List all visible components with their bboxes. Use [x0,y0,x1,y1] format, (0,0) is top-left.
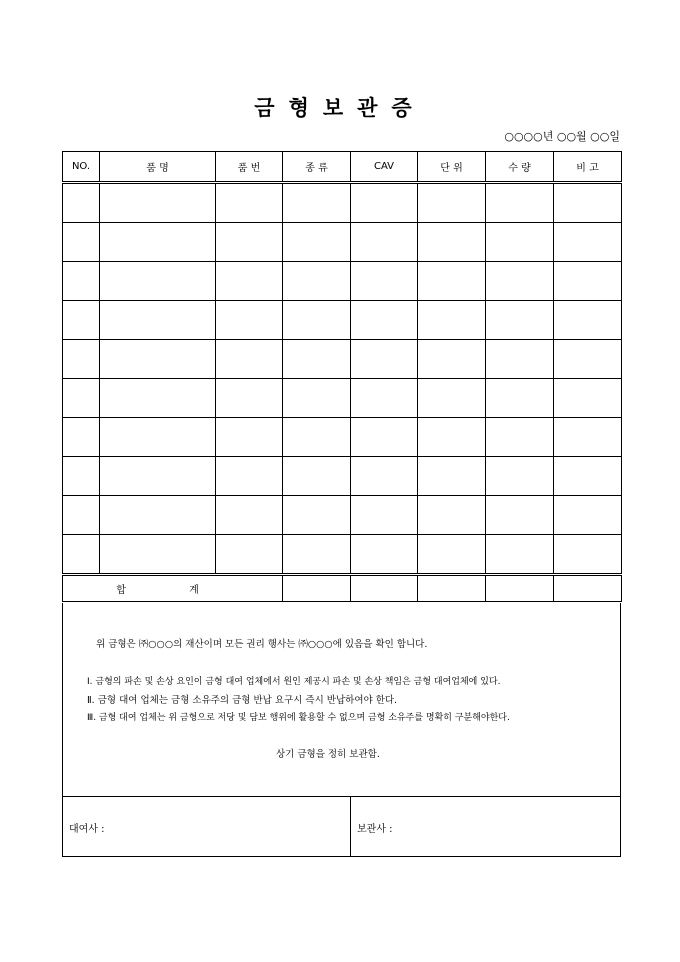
table-cell [486,301,554,340]
table-cell [418,223,486,262]
notice-closing: 상기 금형을 정히 보관함. [276,749,380,760]
header-item-number: 품 번 [216,152,283,183]
table-cell [283,535,351,575]
table-cell [63,457,100,496]
table-row [63,418,622,457]
total-cell [418,575,486,602]
table-cell [486,262,554,301]
table-cell [63,183,100,223]
table-cell [283,301,351,340]
table-cell [418,418,486,457]
table-cell [418,496,486,535]
table-row [63,262,622,301]
table-cell [486,418,554,457]
table-cell [100,496,216,535]
header-remarks: 비 고 [554,152,622,183]
header-item-name: 품 명 [100,152,216,183]
table-cell [63,379,100,418]
table-cell [216,457,283,496]
table-cell [486,183,554,223]
total-cell [554,575,622,602]
table-cell [351,418,418,457]
table-cell [351,457,418,496]
table-cell [283,223,351,262]
table-cell [554,418,622,457]
table-cell [554,535,622,575]
table-cell [554,183,622,223]
table-cell [418,301,486,340]
table-cell [283,496,351,535]
table-cell [351,535,418,575]
table-cell [100,418,216,457]
table-cell [100,301,216,340]
header-no: NO. [63,152,100,183]
keeper-cell [351,796,620,856]
table-cell [554,262,622,301]
table-row [63,340,622,379]
signature-section [62,796,621,857]
table-cell [100,535,216,575]
total-row [63,575,622,602]
table-cell [216,496,283,535]
table-cell [100,340,216,379]
table-cell [283,262,351,301]
table-cell [351,223,418,262]
table-cell [216,340,283,379]
table-row [63,457,622,496]
table-cell [63,496,100,535]
table-cell [418,340,486,379]
table-cell [486,340,554,379]
lender-label: 대여사 : [69,824,105,835]
header-type: 종 류 [283,152,351,183]
table-row [63,535,622,575]
table-row [63,496,622,535]
table-cell [418,535,486,575]
notice-item-1: Ⅰ. 금형의 파손 및 손상 요인이 금형 대여 업체에서 원인 제공시 파손 및 손상 책임은 금형 대여업체에 있다. [87,677,501,687]
lender-cell [63,796,351,856]
table-cell [283,457,351,496]
table-cell [418,183,486,223]
table-cell [418,262,486,301]
table-cell [100,457,216,496]
table-cell [216,183,283,223]
table-cell [554,457,622,496]
keeper-label: 보관사 : [357,824,393,835]
table-cell [100,183,216,223]
header-unit: 단 위 [418,152,486,183]
total-label: 합 계 [63,575,283,602]
notice-item-3: Ⅲ. 금형 대여 업체는 위 금형으로 저당 및 담보 행위에 활용할 수 없으며 금형 소유주를 명확히 구분해야한다. [87,713,510,723]
date-line: ○○○○년 ○○월 ○○일 [504,130,620,143]
table-row [63,301,622,340]
table-cell [554,340,622,379]
table-row [63,183,622,223]
header-cav: CAV [351,152,418,183]
table-cell [554,301,622,340]
table-cell [216,535,283,575]
table-cell [283,183,351,223]
table-cell [554,496,622,535]
table-cell [351,340,418,379]
table-cell [418,457,486,496]
table-cell [283,418,351,457]
table-row [63,223,622,262]
table-cell [554,379,622,418]
table-cell [486,457,554,496]
table-cell [216,379,283,418]
table-cell [216,262,283,301]
table-row [63,379,622,418]
table-cell [486,223,554,262]
document-title: 금형보관증 [254,96,426,120]
table-cell [63,418,100,457]
table-cell [283,340,351,379]
mold-table [62,151,622,602]
table-cell [418,379,486,418]
table-cell [216,223,283,262]
table-cell [63,535,100,575]
notice-item-2: Ⅱ. 금형 대여 업체는 금형 소유주의 금형 반납 요구시 즉시 반납하여야 한다. [87,695,398,706]
table-cell [216,301,283,340]
table-cell [486,379,554,418]
notice-box [62,603,621,797]
table-cell [100,262,216,301]
header-quantity: 수 량 [486,152,554,183]
table-cell [554,223,622,262]
table-cell [63,223,100,262]
table-cell [486,535,554,575]
table-cell [216,418,283,457]
total-cell [486,575,554,602]
table-cell [351,301,418,340]
table-cell [351,262,418,301]
table-cell [100,379,216,418]
table-cell [351,379,418,418]
table-cell [486,496,554,535]
total-cell [351,575,418,602]
table-header-row [63,152,622,183]
table-cell [100,223,216,262]
table-cell [351,496,418,535]
notice-intro: 위 금형은 ㈜○○○의 재산이며 모든 권리 행사는 ㈜○○○에 있음을 확인 합니다. [96,639,428,650]
table-cell [283,379,351,418]
table-cell [63,340,100,379]
total-cell [283,575,351,602]
table-cell [63,262,100,301]
table-cell [351,183,418,223]
table-cell [63,301,100,340]
